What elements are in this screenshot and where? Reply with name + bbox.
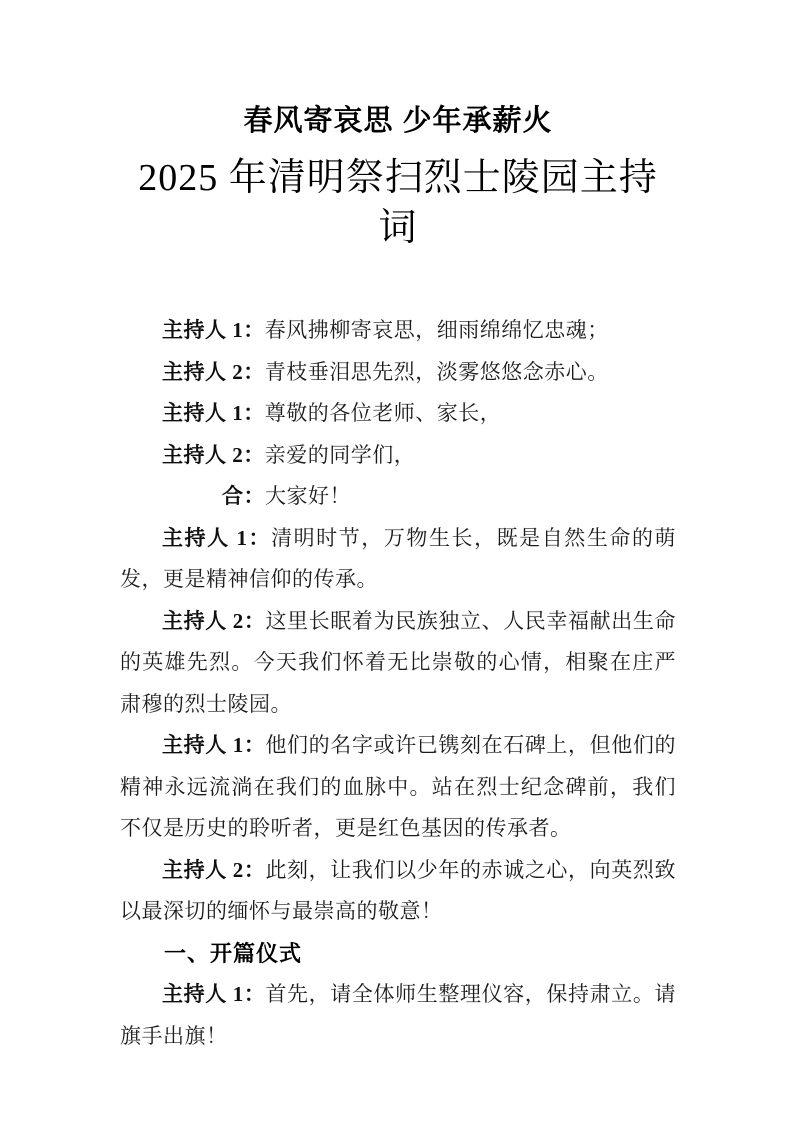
dialogue-paragraph bbox=[120, 601, 676, 726]
speech-text: 清明时节，万物生长，既是自然生命的萌发，更是精神信仰的传承。 bbox=[120, 525, 677, 591]
dialogue-paragraph bbox=[120, 850, 676, 933]
document-subtitle: 春风寄哀思 少年承薪火 bbox=[243, 105, 553, 137]
speech-text: 青枝垂泪思先烈，淡雾悠悠念赤心。 bbox=[264, 359, 609, 384]
speaker-label: 合： bbox=[222, 484, 265, 508]
dialogue-paragraph bbox=[120, 435, 676, 477]
speech-text: 大家好！ bbox=[265, 484, 351, 508]
speech-text: 亲爱的同学们， bbox=[264, 442, 416, 467]
dialogue-paragraph bbox=[120, 725, 676, 850]
dialogue-paragraph bbox=[120, 352, 676, 394]
speaker-label: 主持人 2： bbox=[162, 359, 265, 384]
speech-text: 尊敬的各位老师、家长， bbox=[264, 401, 502, 425]
speaker-label: 主持人 1： bbox=[162, 401, 265, 425]
speaker-label: 主持人 1： bbox=[162, 525, 272, 550]
document-title: 2025 年清明祭扫烈士陵园主持词 bbox=[138, 157, 658, 249]
dialogue-paragraph-joint bbox=[120, 476, 676, 518]
dialogue-paragraph bbox=[120, 393, 676, 435]
speaker-label: 主持人 1： bbox=[162, 982, 266, 1006]
dialogue-paragraph bbox=[120, 518, 676, 601]
section-heading bbox=[120, 933, 676, 975]
speaker-label: 主持人 2： bbox=[162, 857, 266, 882]
speaker-label: 主持人 2： bbox=[162, 442, 265, 467]
speech-text: 他们的名字或许已镌刻在石碑上，但他们的精神永远流淌在我们的血脉中。站在烈士纪念碑前，我们不仅是历史的聆听者，更是红色基因的传承者。 bbox=[120, 733, 676, 840]
speaker-label: 主持人 2： bbox=[162, 608, 266, 633]
speech-text: 春风拂柳寄哀思，细雨绵绵忆忠魂； bbox=[264, 318, 609, 342]
speech-text: 这里长眠着为民族独立、人民幸福献出生命的英雄先烈。今天我们怀着无比崇敬的心情，相聚在庄严肃穆的烈士陵园。 bbox=[120, 608, 676, 716]
section-heading-text: 一、开篇仪式 bbox=[164, 940, 303, 966]
speaker-label: 主持人 1： bbox=[162, 318, 265, 342]
dialogue-paragraph bbox=[120, 974, 676, 1057]
dialogue-paragraph bbox=[120, 310, 676, 352]
speech-text: 此刻，让我们以少年的赤诚之心，向英烈致以最深切的缅怀与最崇高的敬意！ bbox=[120, 857, 676, 923]
speaker-label: 主持人 1： bbox=[162, 733, 266, 757]
speech-text: 首先，请全体师生整理仪容，保持肃立。请旗手出旗！ bbox=[120, 982, 676, 1048]
document-body bbox=[120, 310, 676, 1057]
